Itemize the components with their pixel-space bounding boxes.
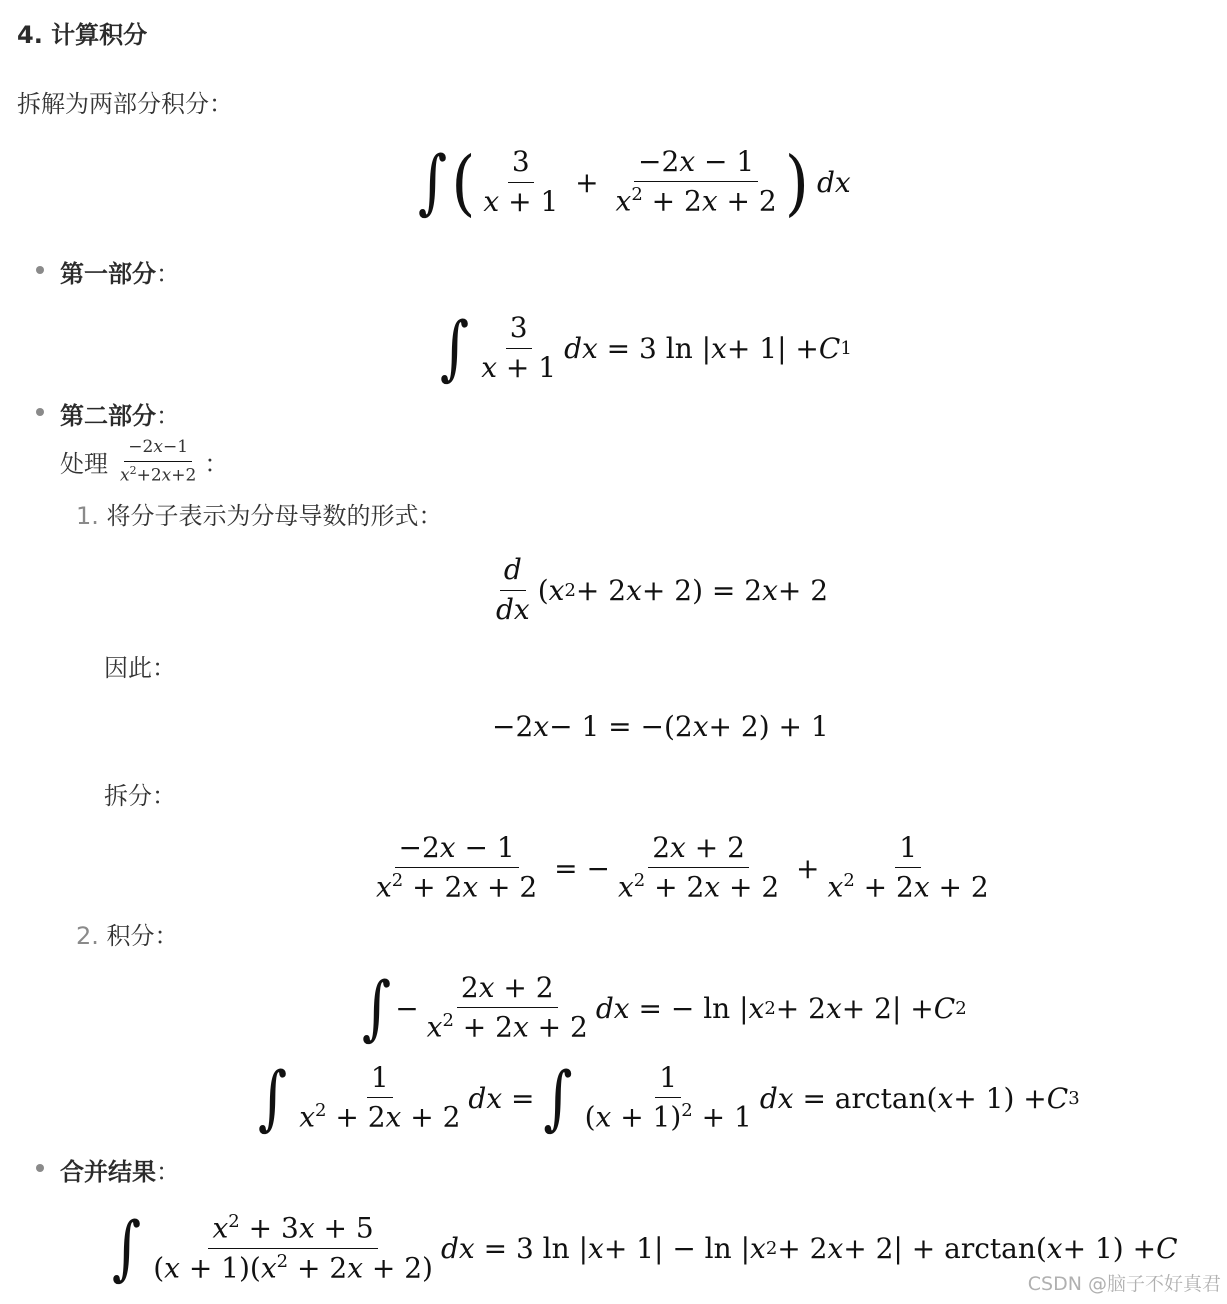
equation-int-a: ∫ − $\frac{2x + 2}{x^2 + 2x + 2}$ dx = − ln | x 2 + 2 x + 2| + C 2 (362, 967, 967, 1049)
intro-text: 拆解为两部分积分： (17, 90, 233, 118)
equation-part1: ∫ $\frac{3}{x + 1}$ dx = 3 ln | x + 1| + C 1 (440, 307, 852, 389)
split-text: 拆分： (104, 782, 176, 810)
therefore-text: 因此： (104, 654, 176, 682)
bullet (36, 1164, 44, 1172)
step1: 1. 将分子表示为分母导数的形式： (76, 502, 443, 530)
equation-derivative: $\frac{d}{dx}$ ( x 2 + 2 x + 2) = 2 x + 2 (496, 553, 829, 626)
part2-title: 第二部分： (60, 402, 180, 430)
equation-final: ∫ $\frac{x^2 + 3x + 5}{(x + 1)(x^2 + 2x + 2)}$ dx = 3 ln | x + 1| − ln | x 2 + 2 x + 2| + arctan( x + 1) + C (112, 1207, 1178, 1289)
equation-split: $\frac{-2x - 1}{x^2 + 2x + 2}$ = − $\frac{2x + 2}{x^2 + 2x + 2}$ + $\frac{1}{x^2 + 2x + 2}$ (376, 831, 989, 904)
watermark: CSDN @脑子不好真君 (1027, 1273, 1221, 1295)
process-line: 处理 $\frac{-2x-1}{x^2+2x+2}$ ： (60, 437, 229, 486)
equation-rewrite: −2 x − 1 = −(2 x + 2) + 1 (492, 709, 829, 743)
section-heading: 4. 计算积分 (17, 21, 148, 49)
equation-int-b: ∫ $\frac{1}{x^2 + 2x + 2}$ dx = ∫ $\frac{1}{(x + 1)^2 + 1}$ dx = arctan( x + 1) + C 3 (258, 1057, 1080, 1139)
step2: 2. 积分： (76, 922, 179, 950)
equation-main: ∫ ( $\frac{3}{x + 1}$ + $\frac{-2x - 1}{x^2 + 2x + 2}$ ) dx (418, 140, 851, 224)
bullet (36, 408, 44, 416)
bullet (36, 266, 44, 274)
part1-title: 第一部分： (60, 260, 180, 288)
part3-title: 合并结果： (60, 1158, 180, 1186)
